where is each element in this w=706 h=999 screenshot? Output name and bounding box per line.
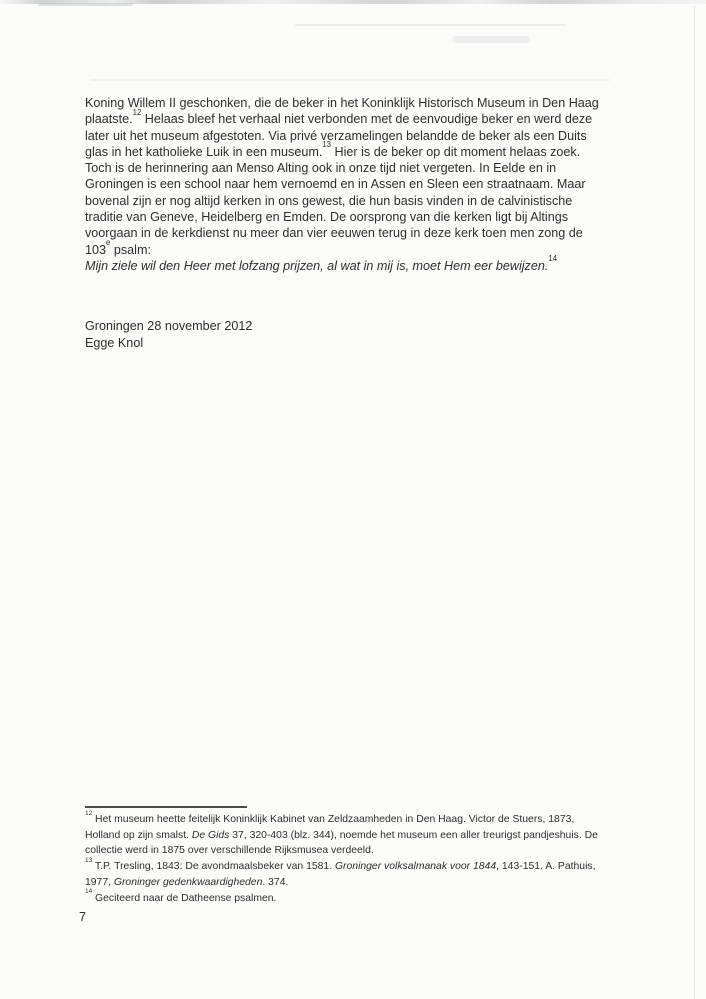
text-line: traditie van Geneve, Heidelberg en Emden. De oorsprong van die kerken ligt bij Altings: [85, 210, 569, 225]
text-line: Koning Willem II geschonken, die de beker in het Koninklijk Historisch Museum in Den Haag: [85, 96, 599, 110]
text-line: Holland op zijn smalst. De Gids 37, 320-403 (blz. 344), noemde het museum een aller treurigst pandjeshuis. De: [85, 829, 598, 841]
scan-artifact-smudge: [90, 79, 610, 81]
scan-artifact-smudge: [452, 36, 530, 43]
footnote-separator-rule: [85, 806, 247, 808]
scan-artifact-smudge: [38, 3, 133, 6]
text-line: 103e psalm:: [85, 237, 151, 257]
text-line: Egge Knol: [85, 336, 144, 350]
text-line: $^{14}$ Geciteerd naar de Datheense psalmen.: [85, 888, 277, 904]
text-line: plaatste.$^{12}$ Helaas bleef het verhaal niet verbonden met de eenvoudige beker en werd deze: [85, 107, 593, 127]
text-line: $^{12}$ Het museum heette feitelijk Koninklijk Kabinet van Zeldzaamheden in Den Haag. Victor de Stuers, 1873,: [85, 809, 575, 825]
text-line: later uit het museum afgestoten. Via privé verzamelingen belandde de beker als een Duits: [85, 128, 587, 143]
scan-artifact-smudge: [295, 24, 565, 26]
scan-artifact-page-edge: [694, 6, 695, 999]
text-line: Toch is de herinnering aan Menso Alting ook in onze tijd niet vergeten. In Eelde en in: [85, 161, 557, 176]
page-number: 7: [79, 910, 86, 924]
text-line: Groningen is een school naar hem vernoemd en in Assen en Sleen een straatnaam. Maar: [85, 177, 586, 192]
text-line: Groningen 28 november 2012: [85, 319, 253, 333]
body-paragraph: [85, 95, 645, 274]
text-line: bovenal zijn er nog altijd kerken in ons gewest, die hun basis vinden in de calvinistische: [85, 193, 573, 208]
text-line: Mijn ziele wil den Heer met lofzang prijzen, al wat in mij is, moet Hem eer bewijzen.$^{14}$: [85, 254, 558, 273]
text-line: glas in het katholieke Luik in een museum.$^{13}$ Hier is de beker op dit moment helaas zoek.: [85, 140, 581, 159]
text-line: collectie werd in 1875 over verschillende Rijksmusea verdeeld.: [85, 845, 374, 857]
footnotes-block: [85, 809, 665, 906]
text-line: $^{13}$ T.P. Tresling, 1843: De avondmaalsbeker van 1581. Groninger volksalmanak voor 1844, 143-151. A. Pathuis,: [85, 856, 596, 873]
signoff-block: [85, 318, 485, 352]
text-line: voorgaan in de kerkdienst nu meer dan vier eeuwen terug in deze kerk toen men zong de: [85, 226, 583, 241]
text-line: 1977, Groninger gedenkwaardigheden. 374.: [85, 876, 289, 888]
